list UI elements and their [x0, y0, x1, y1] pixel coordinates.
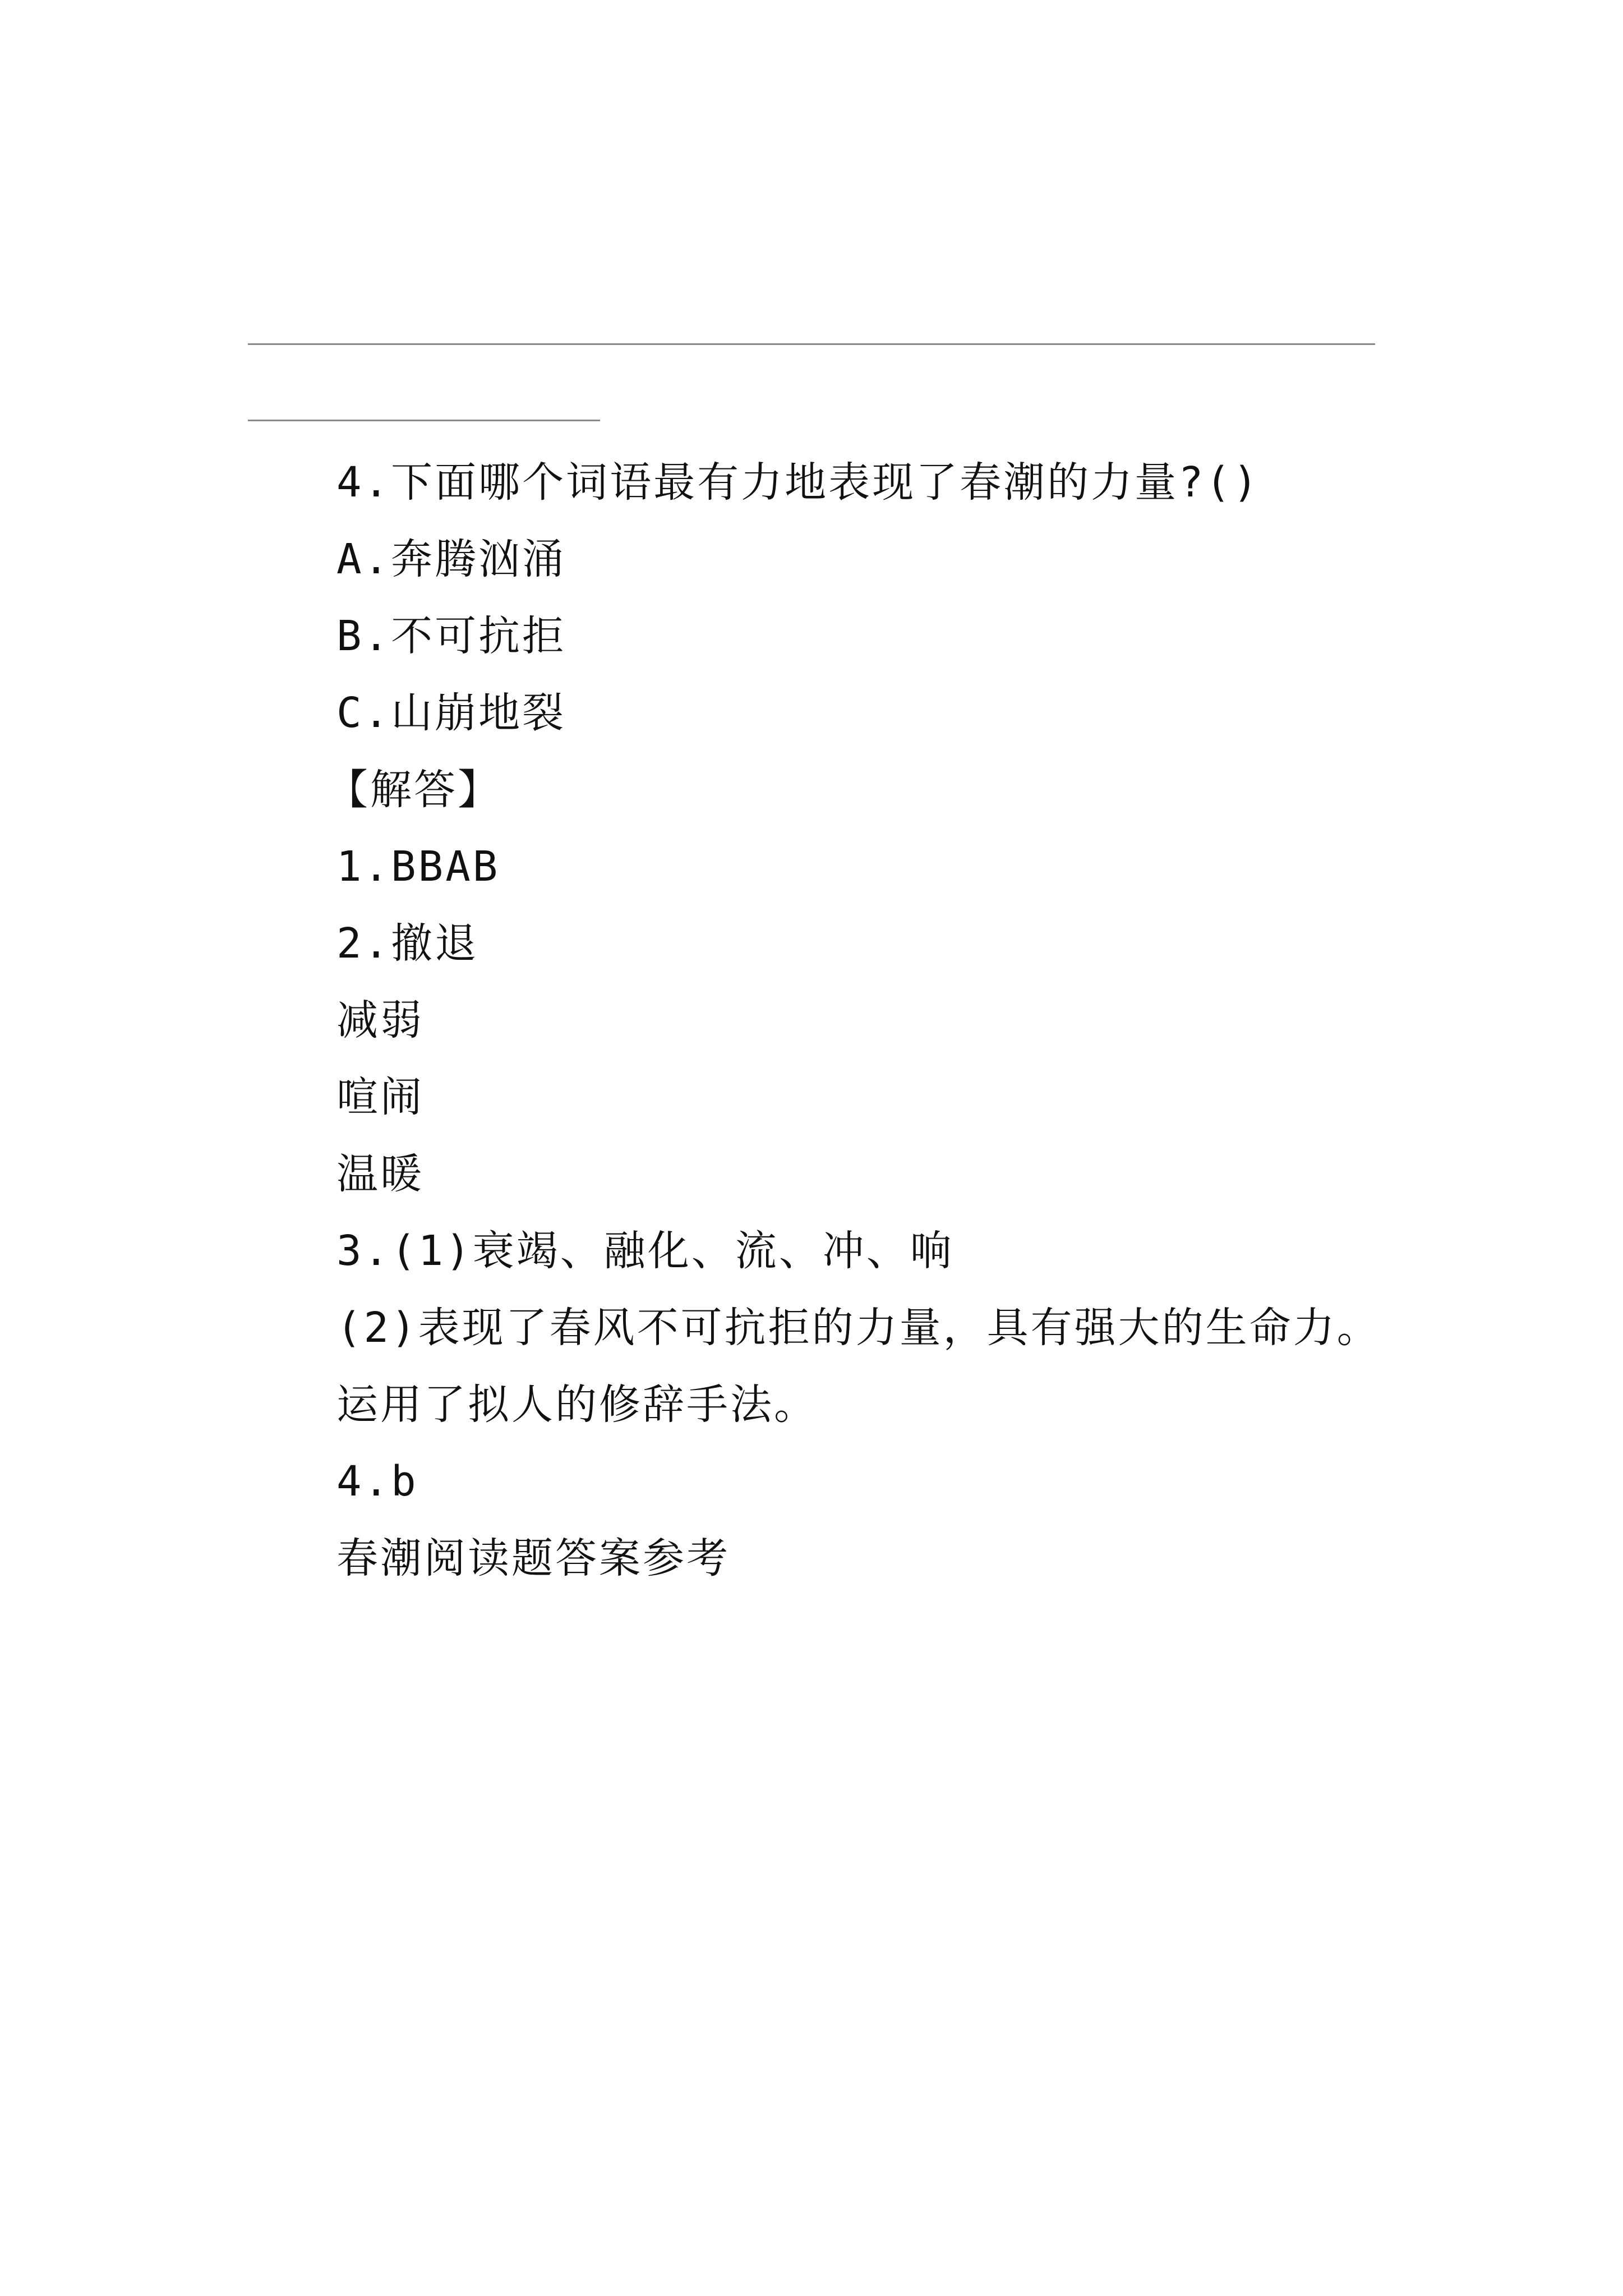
- answer-line: 运用了拟人的修辞手法。: [336, 1381, 818, 1429]
- option-a: A.奔腾汹涌: [336, 535, 566, 583]
- footer-title: 春潮阅读题答案参考: [336, 1534, 730, 1582]
- answer-line: 3.(1)衰竭、融化、流、冲、响: [336, 1227, 954, 1275]
- answer-line: 减弱: [336, 996, 424, 1045]
- answer-line: (2)表现了春风不可抗拒的力量，具有强大的生命力。: [336, 1304, 1381, 1352]
- option-c: C.山崩地裂: [336, 689, 566, 737]
- answer-line: 4.b: [336, 1457, 418, 1506]
- question-stem: 4.下面哪个词语最有力地表现了春潮的力量?(): [336, 458, 1260, 507]
- underline-blank-short: [248, 420, 600, 421]
- answer-line: 喧闹: [336, 1073, 424, 1121]
- answer-line: 温暖: [336, 1150, 424, 1198]
- answer-heading: 【解答】: [326, 766, 501, 814]
- underline-blank-long: [248, 343, 1375, 345]
- answer-line: 2.撤退: [336, 919, 479, 968]
- document-body: [326, 444, 1402, 1597]
- answer-line: 1.BBAB: [336, 843, 500, 891]
- option-b: B.不可抗拒: [336, 612, 566, 660]
